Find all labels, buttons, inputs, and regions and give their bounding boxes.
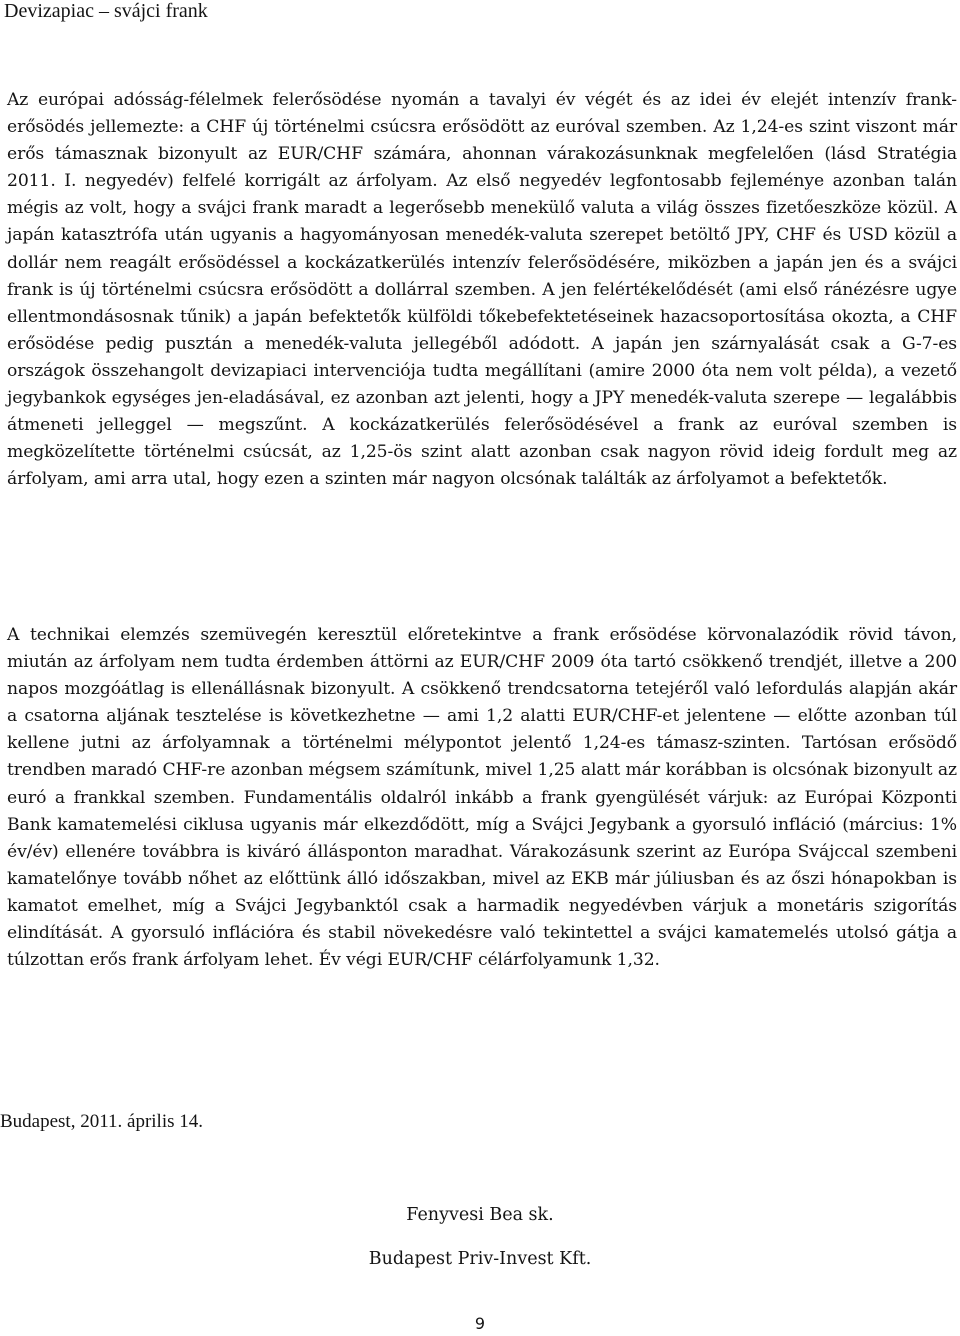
paragraph-market-review: Az európai adósság-félelmek felerősödése nyomán a tavalyi év végét és az idei év elejét intenzív frank-erősödés jellemezte: a CHF új történelmi csúcsra erősödött az euróval szemben. Az 1,24-es szint viszont már erős támasznak bizonyult az EUR/CHF számára, ahonnan várakozásunknak megfelelően (lásd Stratégia 2011. I. negyedév) felfelé korrigált az árfolyam. Az első negyedév legfontosabb fejleménye azonban talán mégis az volt, hogy a svájci frank maradt a legerősebb menekülő valuta a világ összes fizetőeszköze közül. A japán katasztrófa után ugyanis a hagyományosan menedék-valuta szerepet betöltő JPY, CHF és USD közül a dollár nem reagált erősödéssel a kockázatkerülés intenzív felerősödésére, miközben a japán jen és a svájci frank is új történelmi csúcsra erősödött a dollárral szemben. A jen felértékelődését (ami első ránézésre ugye ellentmondásosnak tűnik) a japán befektetők külföldi tőkebefektetéseinek hazacsoportosítása okozta, a CHF erősödése pedig pusztán a menedék-valuta jellegéből adódott. A japán jen szárnyalását csak a G-7-es országok összehangolt devizapiaci intervenciója tudta megállítani (amire 2000 óta nem volt példa), a vezető jegybankok egységes jen-eladásával, ez azonban azt jelenti, hogy a JPY menedék-valuta szerepe — legalábbis átmeneti jelleggel — megszűnt. A kockázatkerülés felerősödésével a frank az euróval szemben is megközelítette történelmi csúcsát, az 1,25-ös szint alatt azonban csak nagyon rövid ideig fordult meg az árfolyam, ami arra utal, hogy ezen a szinten már nagyon olcsónak találták az árfolyamot a befektetők. [7,90,957,490]
paragraph-outlook: A technikai elemzés szemüvegén keresztül előretekintve a frank erősödése körvonalazódik rövid távon, miután az árfolyam nem tudta érdemben áttörni az EUR/CHF 2009 óta tartó csökkenő trendjét, illetve a 200 napos mozgóátlag is ellenállásnak bizonyult. A csökkenő trendcsatorna tetejéről való lefordulás alapján akár a csatorna aljának tesztelése is következhetne — ami 1,2 alatti EUR/CHF-et jelentene — előtte azonban túl kellene jutni az árfolyamnak a történelmi mélypontot jelentő 1,24-es támasz-szinten. Tartósan erősödő trendben maradó CHF-re azonban mégsem számítunk, mivel 1,25 alatt már korábban is olcsónak bizonyult az euró a frankkal szemben. Fundamentális oldalról inkább a frank gyengülését várjuk: az Európai Központi Bank kamatemelési ciklusa ugyanis már elkezdődött, míg a Svájci Jegybank a gyorsuló infláció (március: 1% év/év) ellenére továbbra is kiváró állásponton maradhat. Várakozásunk szerint az Európa Svájccal szembeni kamatelőnye tovább nőhet az előttünk álló időszakban, mivel az EKB már júliusban és az őszi hónapokban is kamatot emelhet, míg a Svájci Jegybanktól csak a harmadik negyedévben várjuk a monetáris szigorítás elindítását. A gyorsuló inflációra és stabil növekedésre való tekintettel a svájci kamatemelés utolsó gátja a túlzottan erős frank árfolyam lehet. Év végi EUR/CHF célárfolyamunk 1,32. [7,625,957,971]
page-number: 9 [474,1314,486,1333]
signature-company: Budapest Priv-Invest Kft. [368,1249,592,1269]
document-title: Devizapiac – svájci frank [4,0,208,22]
signature-name: Fenyvesi Bea sk. [406,1205,554,1225]
date-line: Budapest, 2011. április 14. [0,1111,203,1132]
